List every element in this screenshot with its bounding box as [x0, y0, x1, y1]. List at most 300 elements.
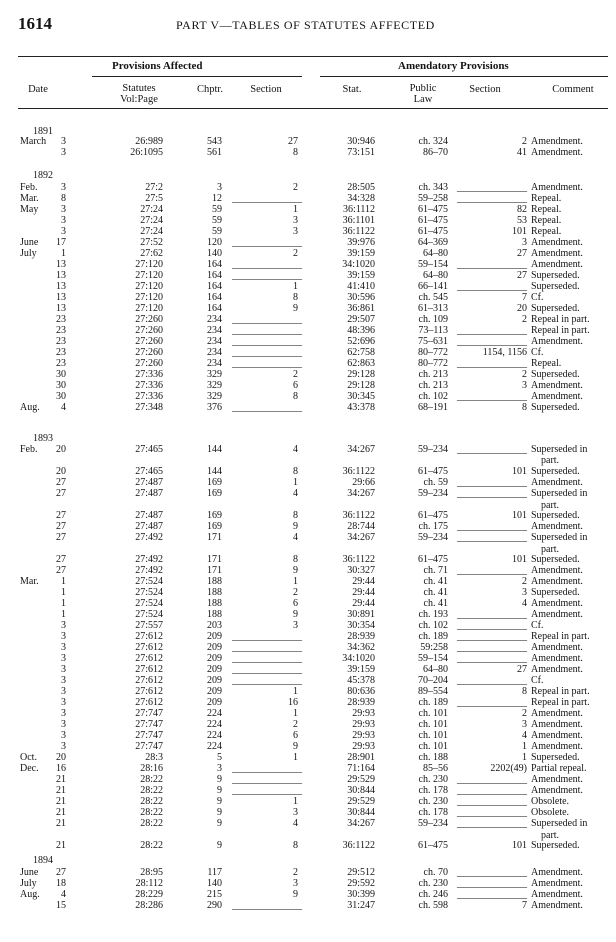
cell-public-law: ch. 178	[418, 785, 448, 796]
cell-public-law: 61–475	[418, 554, 448, 565]
cell-section: 27	[288, 136, 298, 147]
cell-public-law: ch. 101	[418, 719, 448, 730]
cell-stat: 28:939	[347, 697, 375, 708]
cell-chapter: 234	[207, 325, 222, 336]
cell-public-law: ch. 59	[423, 477, 448, 488]
cell-public-law: ch. 109	[418, 314, 448, 325]
cell-chapter: 59	[212, 215, 222, 226]
cell-comment: Superseded in	[531, 818, 588, 829]
cell-stat: 62:758	[347, 347, 375, 358]
cell-comment: Repeal in part.	[531, 314, 590, 325]
table-row	[0, 653, 616, 664]
cell-section: 4	[293, 818, 298, 829]
cell-section: ______________	[232, 347, 302, 358]
cell-public-law: 61–475	[418, 226, 448, 237]
cell-stat: 45:378	[347, 675, 375, 686]
cell-public-law: 61–313	[418, 303, 448, 314]
cell-comment: Repeal.	[531, 193, 562, 204]
table-row	[0, 281, 616, 292]
cell-am-section: 2	[522, 314, 527, 325]
cell-day: 3	[61, 631, 66, 642]
table-row	[0, 193, 616, 204]
cell-month: June	[20, 867, 39, 878]
cell-chapter: 3	[217, 182, 222, 193]
cell-stat: 28:901	[347, 752, 375, 763]
table-row	[0, 136, 616, 147]
cell-public-law: ch. 70	[423, 867, 448, 878]
cell-public-law: ch. 230	[418, 774, 448, 785]
cell-public-law: 89–554	[418, 686, 448, 697]
col-stat-label: Stat.	[342, 84, 362, 95]
cell-day: 3	[61, 642, 66, 653]
cell-comment: Superseded in	[531, 488, 588, 499]
cell-statutes: 26:989	[135, 136, 163, 147]
cell-section: ______________	[232, 270, 302, 281]
cell-comment: Superseded.	[531, 840, 580, 851]
cell-comment: Superseded.	[531, 554, 580, 565]
cell-section: 9	[293, 521, 298, 532]
cell-section: 2	[293, 369, 298, 380]
cell-chapter: 59	[212, 226, 222, 237]
cell-chapter: 209	[207, 697, 222, 708]
table-row	[0, 741, 616, 752]
cell-statutes: 27:120	[135, 270, 163, 281]
cell-comment: Amendment.	[531, 477, 583, 488]
cell-day: 3	[61, 620, 66, 631]
col-statutes	[104, 83, 174, 105]
cell-comment: Repeal.	[531, 358, 562, 369]
cell-day: 21	[56, 818, 66, 829]
cell-comment: Amendment.	[531, 565, 583, 576]
cell-chapter: 234	[207, 358, 222, 369]
cell-day: 27	[56, 867, 66, 878]
cell-comment: Amendment.	[531, 147, 583, 158]
cell-day: 13	[56, 281, 66, 292]
table-row	[0, 587, 616, 598]
table-row	[0, 182, 616, 193]
table-row	[0, 259, 616, 270]
cell-day: 15	[56, 900, 66, 911]
cell-stat: 52:696	[347, 336, 375, 347]
table-row	[0, 402, 616, 413]
cell-am-section: 27	[517, 664, 527, 675]
cell-public-law: ch. 213	[418, 380, 448, 391]
cell-day: 21	[56, 796, 66, 807]
table-row	[0, 554, 616, 565]
cell-stat: 29:512	[347, 867, 375, 878]
cell-comment: Superseded.	[531, 402, 580, 413]
cell-day: 27	[56, 521, 66, 532]
cell-chapter: 140	[207, 248, 222, 259]
cell-day: 20	[56, 444, 66, 455]
cell-comment: Amendment.	[531, 521, 583, 532]
cell-chapter: 12	[212, 193, 222, 204]
cell-day: 3	[61, 675, 66, 686]
cell-statutes: 27:24	[140, 204, 163, 215]
cell-public-law: ch. 189	[418, 697, 448, 708]
cell-day: 23	[56, 336, 66, 347]
cell-am-section: ______________	[457, 620, 527, 631]
table-row	[0, 477, 616, 488]
cell-public-law: 61–475	[418, 204, 448, 215]
cell-section: ______________	[232, 631, 302, 642]
table-row	[0, 730, 616, 741]
table-row	[0, 840, 616, 851]
table-row	[0, 686, 616, 697]
cell-statutes: 27:260	[135, 314, 163, 325]
cell-stat: 29:93	[352, 730, 375, 741]
cell-statutes: 28:22	[140, 774, 163, 785]
cell-comment: Amendment.	[531, 642, 583, 653]
cell-comment: Amendment.	[531, 237, 583, 248]
cell-stat: 36:861	[347, 303, 375, 314]
cell-section: 3	[293, 226, 298, 237]
cell-public-law: 61–475	[418, 510, 448, 521]
cell-statutes: 27:2	[145, 182, 163, 193]
cell-public-law: 61–475	[418, 215, 448, 226]
cell-month: Aug.	[20, 402, 40, 413]
cell-statutes: 28:22	[140, 840, 163, 851]
cell-stat: 36:1122	[342, 510, 375, 521]
cell-comment: Superseded.	[531, 369, 580, 380]
cell-public-law: ch. 324	[418, 136, 448, 147]
cell-stat: 29:128	[347, 380, 375, 391]
cell-stat: 36:1122	[342, 466, 375, 477]
cell-comment: Repeal in part.	[531, 325, 590, 336]
cell-am-section: ______________	[457, 818, 527, 829]
cell-comment: Superseded in	[531, 532, 588, 543]
cell-statutes: 27:260	[135, 358, 163, 369]
cell-chapter: 209	[207, 653, 222, 664]
cell-chapter: 3	[217, 763, 222, 774]
cell-section: ______________	[232, 664, 302, 675]
group-provisions-affected: Provisions Affected	[112, 60, 203, 72]
cell-statutes: 28:22	[140, 785, 163, 796]
cell-comment: Repeal.	[531, 204, 562, 215]
cell-am-section: 101	[512, 466, 527, 477]
comment-continuation: part.	[541, 830, 560, 841]
cell-day: 16	[56, 763, 66, 774]
cell-chapter: 164	[207, 259, 222, 270]
cell-am-section: 27	[517, 270, 527, 281]
cell-day: 18	[56, 878, 66, 889]
cell-month: Mar.	[20, 576, 39, 587]
cell-comment: Amendment.	[531, 136, 583, 147]
cell-stat: 80:636	[347, 686, 375, 697]
cell-chapter: 209	[207, 686, 222, 697]
cell-day: 1	[61, 248, 66, 259]
cell-chapter: 9	[217, 785, 222, 796]
cell-public-law: ch. 41	[423, 576, 448, 587]
cell-public-law: ch. 545	[418, 292, 448, 303]
cell-section: 9	[293, 741, 298, 752]
cell-stat: 41:410	[347, 281, 375, 292]
cell-am-section: 2202(49)	[490, 763, 527, 774]
cell-section: 4	[293, 532, 298, 543]
cell-am-section: ______________	[457, 325, 527, 336]
cell-day: 3	[61, 653, 66, 664]
cell-section: 1	[293, 752, 298, 763]
cell-chapter: 234	[207, 347, 222, 358]
cell-section: ______________	[232, 642, 302, 653]
table-row	[0, 369, 616, 380]
col-am-section-label: Section	[469, 84, 501, 95]
cell-section: 8	[293, 554, 298, 565]
table-row	[0, 292, 616, 303]
cell-day: 1	[61, 587, 66, 598]
cell-section: ______________	[232, 336, 302, 347]
cell-statutes: 26:1095	[130, 147, 163, 158]
cell-day: 17	[56, 237, 66, 248]
cell-statutes: 27:487	[135, 477, 163, 488]
cell-statutes: 27:747	[135, 719, 163, 730]
table-row	[0, 642, 616, 653]
cell-public-law: 59:258	[420, 642, 448, 653]
cell-section: 8	[293, 840, 298, 851]
cell-day: 1	[61, 598, 66, 609]
cell-am-section: 101	[512, 554, 527, 565]
cell-section: ______________	[232, 900, 302, 911]
table-row	[0, 900, 616, 911]
cell-section: 9	[293, 889, 298, 900]
cell-section: 2	[293, 587, 298, 598]
cell-day: 21	[56, 807, 66, 818]
cell-day: 1	[61, 609, 66, 620]
cell-stat: 29:44	[352, 576, 375, 587]
cell-day: 27	[56, 565, 66, 576]
cell-comment: Amendment.	[531, 889, 583, 900]
cell-stat: 36:1122	[342, 554, 375, 565]
cell-statutes: 27:465	[135, 466, 163, 477]
cell-stat: 29:592	[347, 878, 375, 889]
cell-am-section: ______________	[457, 193, 527, 204]
cell-statutes: 27:524	[135, 576, 163, 587]
cell-stat: 39:159	[347, 248, 375, 259]
cell-chapter: 169	[207, 488, 222, 499]
cell-comment: Amendment.	[531, 664, 583, 675]
cell-stat: 30:399	[347, 889, 375, 900]
cell-chapter: 224	[207, 730, 222, 741]
cell-day: 3	[61, 664, 66, 675]
cell-month: Dec.	[20, 763, 39, 774]
cell-comment: Superseded.	[531, 752, 580, 763]
cell-public-law: ch. 102	[418, 391, 448, 402]
cell-section: 2	[293, 867, 298, 878]
cell-am-section: 101	[512, 510, 527, 521]
cell-day: 3	[61, 136, 66, 147]
cell-chapter: 215	[207, 889, 222, 900]
year-1892: 1892	[33, 170, 53, 181]
cell-day: 20	[56, 466, 66, 477]
cell-comment: Partial repeal.	[531, 763, 587, 774]
table-row	[0, 708, 616, 719]
cell-comment: Amendment.	[531, 576, 583, 587]
cell-am-section: ______________	[457, 609, 527, 620]
cell-public-law: ch. 175	[418, 521, 448, 532]
cell-public-law: 80–772	[418, 358, 448, 369]
cell-am-section: ______________	[457, 889, 527, 900]
cell-section: ______________	[232, 237, 302, 248]
cell-statutes: 27:612	[135, 686, 163, 697]
cell-chapter: 188	[207, 609, 222, 620]
cell-day: 30	[56, 369, 66, 380]
cell-month: July	[20, 878, 37, 889]
cell-public-law: 64–369	[418, 237, 448, 248]
cell-stat: 48:396	[347, 325, 375, 336]
cell-stat: 36:1122	[342, 840, 375, 851]
cell-day: 23	[56, 314, 66, 325]
cell-comment: Cf.	[531, 675, 544, 686]
cell-am-section: ______________	[457, 391, 527, 402]
comment-continuation: part.	[541, 544, 560, 555]
cell-statutes: 27:612	[135, 697, 163, 708]
cell-section: 1	[293, 281, 298, 292]
cell-comment: Amendment.	[531, 708, 583, 719]
cell-chapter: 171	[207, 554, 222, 565]
year-1891: 1891	[33, 126, 53, 137]
cell-comment: Repeal in part.	[531, 631, 590, 642]
cell-comment: Amendment.	[531, 730, 583, 741]
cell-statutes: 27:557	[135, 620, 163, 631]
cell-public-law: 61–475	[418, 840, 448, 851]
cell-comment: Superseded.	[531, 270, 580, 281]
cell-statutes: 27:747	[135, 741, 163, 752]
cell-public-law: 80–772	[418, 347, 448, 358]
table-row	[0, 466, 616, 477]
cell-day: 3	[61, 204, 66, 215]
cell-am-section: ______________	[457, 774, 527, 785]
cell-chapter: 188	[207, 598, 222, 609]
cell-public-law: 73–113	[418, 325, 448, 336]
table-row	[0, 807, 616, 818]
header-rule-top	[18, 56, 608, 57]
cell-chapter: 329	[207, 369, 222, 380]
cell-public-law: 75–631	[418, 336, 448, 347]
cell-am-section: 1154, 1156	[482, 347, 527, 358]
table-row	[0, 818, 616, 829]
cell-day: 3	[61, 697, 66, 708]
cell-day: 3	[61, 226, 66, 237]
group-amendatory-provisions: Amendatory Provisions	[398, 60, 509, 72]
cell-section: ______________	[232, 402, 302, 413]
cell-chapter: 169	[207, 510, 222, 521]
cell-statutes: 28:22	[140, 818, 163, 829]
cell-am-section: ______________	[457, 444, 527, 455]
table-row	[0, 248, 616, 259]
cell-am-section: 2	[522, 708, 527, 719]
cell-am-section: ______________	[457, 807, 527, 818]
cell-am-section: ______________	[457, 796, 527, 807]
cell-am-section: 1	[522, 741, 527, 752]
cell-am-section: 4	[522, 598, 527, 609]
cell-am-section: 3	[522, 380, 527, 391]
table-row	[0, 314, 616, 325]
cell-am-section: ______________	[457, 336, 527, 347]
cell-am-section: ______________	[457, 653, 527, 664]
cell-statutes: 27:612	[135, 631, 163, 642]
cell-day: 3	[61, 730, 66, 741]
group-rule-right	[320, 76, 608, 77]
cell-section: 3	[293, 620, 298, 631]
table-row	[0, 631, 616, 642]
cell-statutes: 27:524	[135, 587, 163, 598]
col-public-law	[398, 83, 448, 105]
cell-chapter: 188	[207, 576, 222, 587]
cell-comment: Amendment.	[531, 380, 583, 391]
table-row	[0, 774, 616, 785]
cell-am-section: 4	[522, 730, 527, 741]
cell-section: ______________	[232, 259, 302, 270]
cell-am-section: ______________	[457, 565, 527, 576]
cell-comment: Repeal in part.	[531, 697, 590, 708]
cell-statutes: 27:120	[135, 259, 163, 270]
cell-comment: Obsolete.	[531, 807, 570, 818]
table-row	[0, 532, 616, 543]
cell-am-section: 53	[517, 215, 527, 226]
cell-public-law: ch. 213	[418, 369, 448, 380]
table-row	[0, 204, 616, 215]
cell-section: 16	[288, 697, 298, 708]
cell-am-section: ______________	[457, 521, 527, 532]
cell-comment: Amendment.	[531, 336, 583, 347]
cell-chapter: 9	[217, 818, 222, 829]
cell-comment: Cf.	[531, 347, 544, 358]
cell-comment: Amendment.	[531, 391, 583, 402]
cell-chapter: 169	[207, 521, 222, 532]
cell-comment: Amendment.	[531, 900, 583, 911]
cell-day: 21	[56, 785, 66, 796]
cell-statutes: 27:612	[135, 642, 163, 653]
cell-chapter: 234	[207, 314, 222, 325]
cell-section: ______________	[232, 325, 302, 336]
cell-statutes: 27:487	[135, 510, 163, 521]
col-public-l1: Public	[409, 83, 437, 94]
cell-chapter: 164	[207, 292, 222, 303]
comment-continuation: part.	[541, 500, 560, 511]
year-1893: 1893	[33, 433, 53, 444]
cell-public-law: ch. 178	[418, 807, 448, 818]
cell-am-section: 7	[522, 292, 527, 303]
cell-comment: Superseded.	[531, 510, 580, 521]
cell-section: 8	[293, 466, 298, 477]
cell-month: Mar.	[20, 193, 39, 204]
cell-chapter: 5	[217, 752, 222, 763]
header-rule-bottom	[18, 108, 608, 109]
cell-day: 20	[56, 752, 66, 763]
cell-section: 9	[293, 303, 298, 314]
cell-chapter: 9	[217, 840, 222, 851]
table-row	[0, 697, 616, 708]
cell-comment: Superseded.	[531, 303, 580, 314]
table-row	[0, 303, 616, 314]
table-row	[0, 325, 616, 336]
cell-public-law: 59–258	[418, 193, 448, 204]
cell-public-law: ch. 41	[423, 598, 448, 609]
table-row	[0, 576, 616, 587]
table-row	[0, 763, 616, 774]
page-title: PART V—TABLES OF STATUTES AFFECTED	[176, 18, 435, 32]
col-statutes-l1: Statutes	[122, 83, 156, 94]
cell-section: 9	[293, 565, 298, 576]
cell-public-law: 59–234	[418, 488, 448, 499]
cell-comment: Amendment.	[531, 598, 583, 609]
cell-chapter: 59	[212, 204, 222, 215]
cell-public-law: 85–56	[423, 763, 448, 774]
table-row	[0, 664, 616, 675]
cell-statutes: 27:260	[135, 347, 163, 358]
cell-statutes: 27:120	[135, 292, 163, 303]
cell-section: 8	[293, 391, 298, 402]
